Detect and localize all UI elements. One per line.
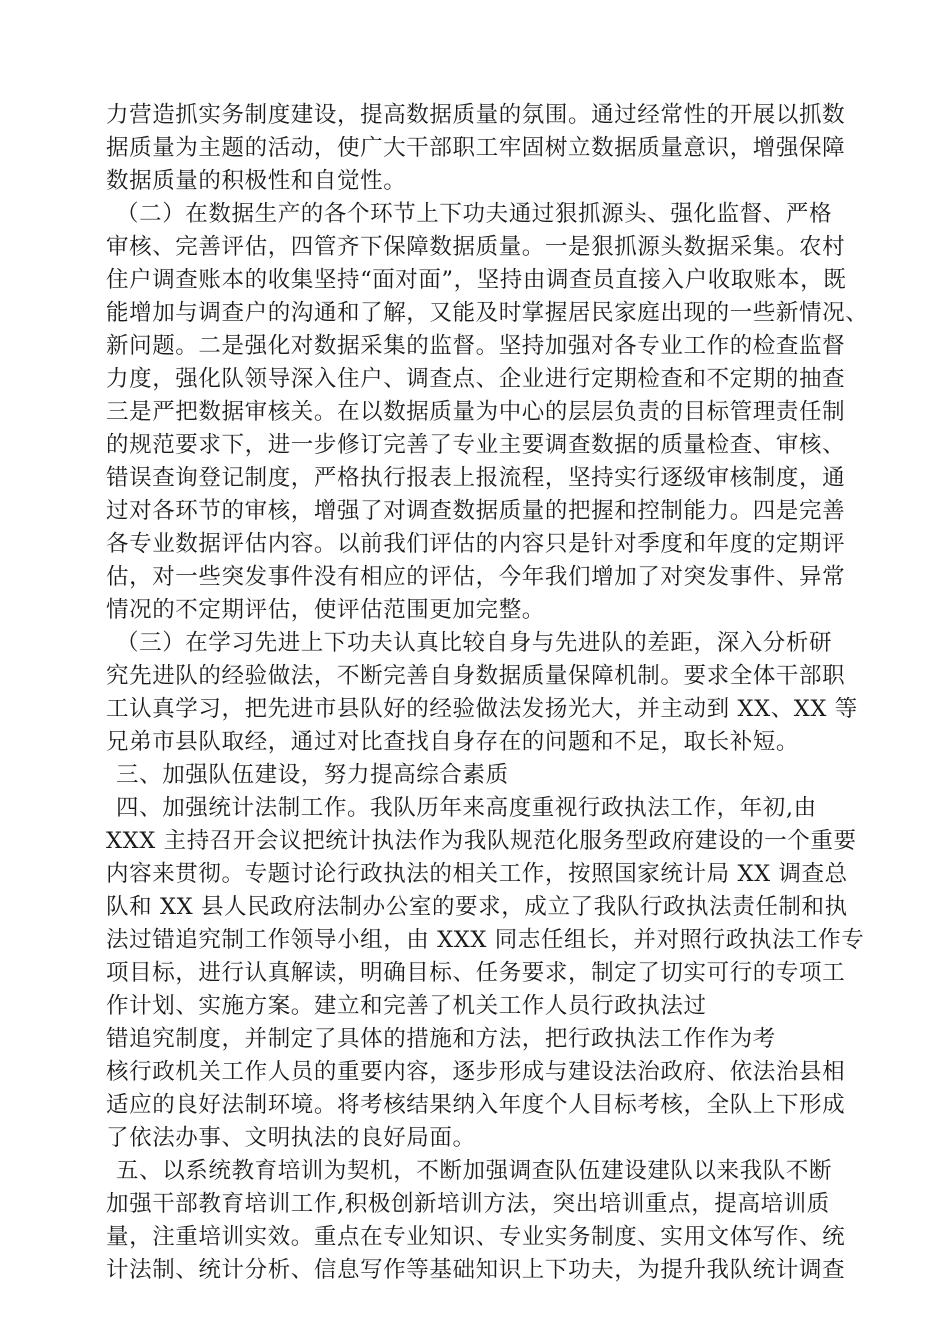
- text-line: 兄弟市县队取经，通过对比查找自身存在的问题和不足，取长补短。: [106, 729, 800, 755]
- text-line: 力度，强化队领导深入住户、调查点、企业进行定期检查和不定期的抽查: [106, 366, 846, 392]
- section-heading: 三、加强队伍建设，努力提高综合素质: [116, 762, 509, 788]
- text-line: 五、以系统教育培训为契机，不断加强调查队伍建设建队以来我队不断: [116, 1158, 833, 1184]
- text-line: 据质量为主题的活动，使广大干部职工牢固树立数据质量意识，增强保障: [106, 135, 846, 161]
- text-line: 数据质量的积极性和自觉性。: [106, 168, 407, 194]
- text-line: XXX 主持召开会议把统计执法作为我队规范化服务型政府建设的一个重要: [106, 828, 857, 854]
- text-line: 审核、完善评估，四管齐下保障数据质量。一是狠抓源头数据采集。农村: [106, 234, 846, 260]
- text-line: 错误查询登记制度，严格执行报表上报流程，坚持实行逐级审核制度，通: [106, 465, 846, 491]
- text-line: 三是严把数据审核关。在以数据质量为中心的层层负责的目标管理责任制: [106, 399, 846, 425]
- text-line: 新问题。二是强化对数据采集的监督。坚持加强对各专业工作的检查监督: [106, 333, 846, 359]
- text-line: 四、加强统计法制工作。我队历年来高度重视行政执法工作，年初,由: [116, 795, 817, 821]
- text-line: 适应的良好法制环境。将考核结果纳入年度个人目标考核，全队上下形成: [106, 1092, 846, 1118]
- text-line: 核行政机关工作人员的重要内容，逐步形成与建设法治政府、依法治县相: [106, 1059, 846, 1085]
- text-line: （三）在学习先进上下功夫认真比较自身与先进队的差距，深入分析研: [116, 630, 833, 656]
- text-line: 内容来贯彻。专题讨论行政执法的相关工作，按照国家统计局 XX 调查总: [106, 861, 848, 887]
- text-line: 量，注重培训实效。重点在专业知识、专业实务制度、实用文体写作、统: [106, 1224, 846, 1250]
- text-line: 工认真学习，把先进市县队好的经验做法发扬光大，并主动到 XX、XX 等: [106, 696, 858, 722]
- text-line: 项目标，进行认真解读，明确目标、任务要求，制定了切实可行的专项工: [106, 960, 846, 986]
- text-line: 错追究制度，并制定了具体的措施和方法，把行政执法工作作为考: [106, 1026, 776, 1052]
- text-line: （二）在数据生产的各个环节上下功夫通过狠抓源头、强化监督、严格: [116, 201, 833, 227]
- text-line: 过对各环节的审核，增强了对调查数据质量的把握和控制能力。四是完善: [106, 498, 846, 524]
- text-line: 作计划、实施方案。建立和完善了机关工作人员行政执法过: [106, 993, 707, 1019]
- text-line: 了依法办事、文明执法的良好局面。: [106, 1125, 476, 1151]
- text-line: 情况的不定期评估，使评估范围更加完整。: [106, 597, 545, 623]
- text-line: 法过错追究制工作领导小组，由 XXX 同志任组长，并对照行政执法工作专: [106, 927, 865, 953]
- text-line: 估，对一些突发事件没有相应的评估，今年我们增加了对突发事件、异常: [106, 564, 846, 590]
- text-line: 计法制、统计分析、信息写作等基础知识上下功夫，为提升我队统计调查: [106, 1257, 846, 1283]
- text-line: 能增加与调查户的沟通和了解，又能及时掌握居民家庭出现的一些新情况、: [106, 300, 869, 326]
- text-line: 住户调查账本的收集坚持“面对面”，坚持由调查员直接入户收取账本，既: [106, 267, 847, 293]
- text-line: 队和 XX 县人民政府法制办公室的要求，成立了我队行政执法责任制和执: [106, 894, 848, 920]
- text-line: 的规范要求下，进一步修订完善了专业主要调查数据的质量检查、审核、: [106, 432, 846, 458]
- text-line: 各专业数据评估内容。以前我们评估的内容只是针对季度和年度的定期评: [106, 531, 846, 557]
- text-line: 究先进队的经验做法，不断完善自身数据质量保障机制。要求全体干部职: [106, 663, 846, 689]
- text-line: 力营造抓实务制度建设，提高数据质量的氛围。通过经常性的开展以抓数: [106, 102, 846, 128]
- text-line: 加强干部教育培训工作,积极创新培训方法，突出培训重点，提高培训质: [106, 1191, 830, 1217]
